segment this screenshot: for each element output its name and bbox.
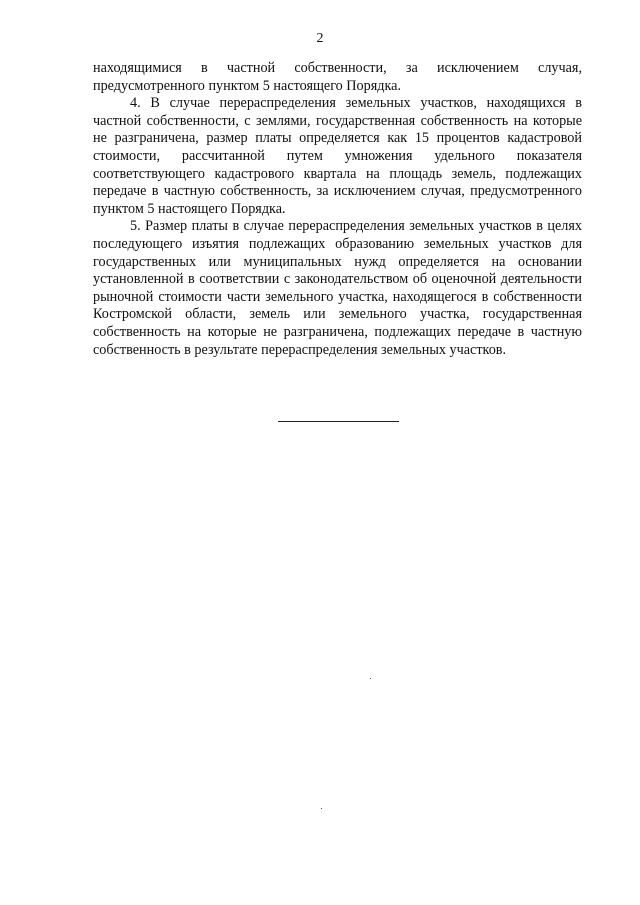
scan-speck — [321, 808, 322, 809]
document-body — [93, 60, 582, 359]
end-divider-line — [278, 421, 399, 422]
scan-speck — [370, 678, 371, 679]
page-number: 2 — [316, 31, 324, 46]
paragraph-item-5: 5. Размер платы в случае перераспределения земельных участков в целях последующего изъятия подлежащих образованию земельных участков для государственных или муниципальных нужд определяется на основании установленной в соответствии с законодательством об оценочной деятельности рыночной стоимости части земельного участка, находящегося в собственности Костромской области, земель или земельного участка, государственная собственность на которые не разграничена, подлежащих передаче в частную собственность в результате перераспределения земельных участков. — [93, 218, 582, 358]
paragraph-continuation: находящимися в частной собственности, за исключением случая, предусмотренного пунктом 5 настоящего Порядка. — [93, 60, 582, 94]
paragraph-item-4: 4. В случае перераспределения земельных участков, находящихся в частной собственности, с землями, государственная собственность на которые не разграничена, размер платы определяется как 15 процентов кадастровой стоимости, рассчитанной путем умножения удельного показателя соответствующего кадастрового квартала на площадь земель, подлежащих передаче в частную собственность, за исключением случая, предусмотренного пунктом 5 настоящего Порядка. — [93, 95, 582, 217]
